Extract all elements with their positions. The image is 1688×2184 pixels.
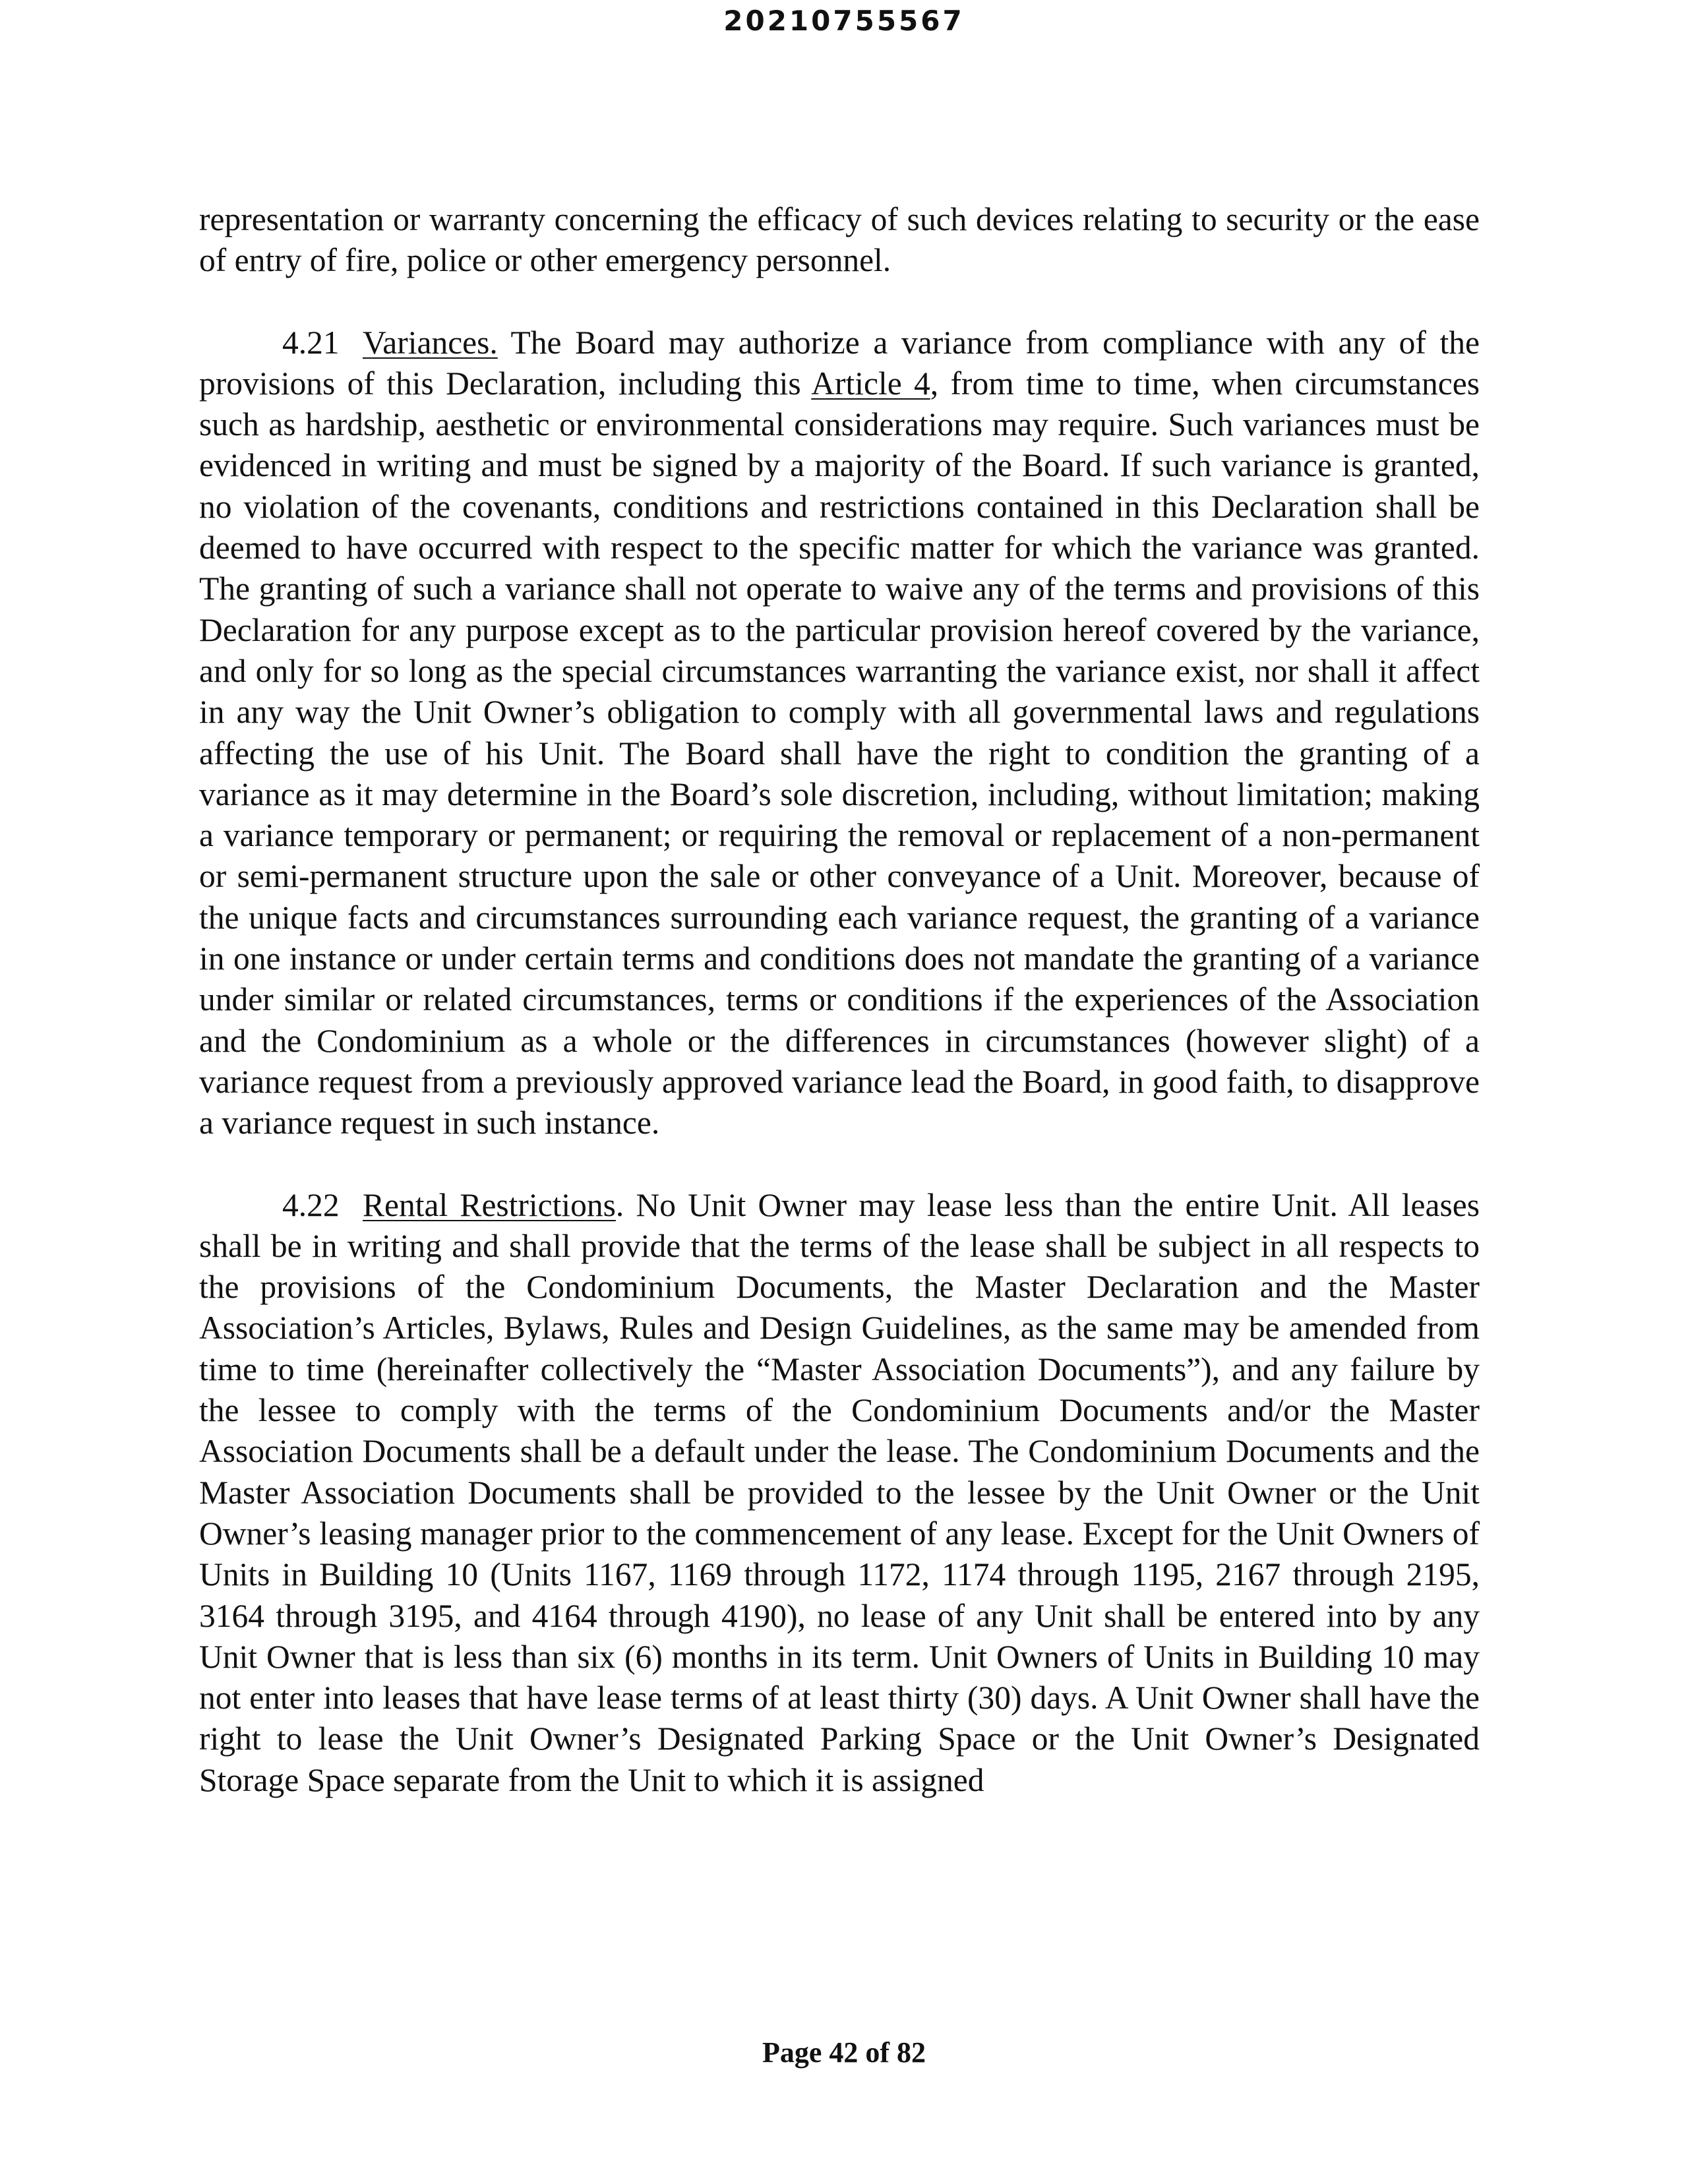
continuation-text: representation or warranty concerning the efficacy of such devices relating to security or the ease of entry of fire, police or other emergency personnel. [199, 201, 1480, 279]
section-number: 4.21 [282, 324, 340, 361]
section-text-part-1: The Board may authorize a variance from compliance with any of the provisions of this Declaration, including this [199, 324, 1480, 402]
document-number: 20210755567 [723, 5, 965, 37]
article-reference: Article 4 [811, 365, 930, 402]
page-number-footer: Page 42 of 82 [762, 2036, 926, 2069]
document-body [199, 199, 1480, 1801]
section-heading: Rental Restrictions [363, 1186, 616, 1223]
section-heading: Variances. [363, 324, 498, 361]
section-4-22-paragraph [199, 1185, 1480, 1801]
continuation-paragraph [199, 199, 1480, 282]
section-text: . No Unit Owner may lease less than the entire Unit. All leases shall be in writing and shall provide that the terms of the lease shall be subject in all respects to the provisions of the Condominium Documents, the Master Declaration and the Master Association’s Articles, Bylaws, Rules and Design Guidelines, as the same may be amended from time to time (hereinafter collectively the “Master Association Documents”), and any failure by the lessee to comply with the terms of the Condominium Documents and/or the Master Association Documents shall be a default under the lease. The Condominium Documents and the Master Association Documents shall be provided to the lessee by the Unit Owner or the Unit Owner’s leasing manager prior to the commencement of any lease. Except for the Unit Owners of Units in Building 10 (Units 1167, 1169 through 1172, 1174 through 1195, 2167 through 2195, 3164 through 3195, and 4164 through 4190), no lease of any Unit shall be entered into by any Unit Owner that is less than six (6) months in its term. Unit Owners of Units in Building 10 may not enter into leases that have lease terms of at least thirty (30) days. A Unit Owner shall have the right to lease the Unit Owner’s Designated Parking Space or the Unit Owner’s Designated Storage Space separate from the Unit to which it is assigned [199, 1186, 1480, 1798]
section-text-part-2: , from time to time, when circumstances such as hardship, aesthetic or environmental considerations may require. Such variances must be evidenced in writing and must be signed by a majority of the Board. If such variance is granted, no violation of the covenants, conditions and restrictions contained in this Declaration shall be deemed to have occurred with respect to the specific matter for which the variance was granted. The granting of such a variance shall not operate to waive any of the terms and provisions of this Declaration for any purpose except as to the particular provision hereof covered by the variance, and only for so long as the special circumstances warranting the variance exist, nor shall it affect in any way the Unit Owner’s obligation to comply with all governmental laws and regulations affecting the use of his Unit. The Board shall have the right to condition the granting of a variance as it may determine in the Board’s sole discretion, including, without limitation; making a variance temporary or permanent; or requiring the removal or replacement of a non-permanent or semi-permanent structure upon the sale or other conveyance of a Unit. Moreover, because of the unique facts and circumstances surrounding each variance request, the granting of a variance in one instance or under certain terms and conditions does not mandate the granting of a variance under similar or related circumstances, terms or conditions if the experiences of the Association and the Condominium as a whole or the differences in circumstances (however slight) of a variance request from a previously approved variance lead the Board, in good faith, to disapprove a variance request in such instance. [199, 365, 1480, 1141]
section-number: 4.22 [282, 1186, 340, 1223]
section-4-21-paragraph [199, 322, 1480, 1144]
